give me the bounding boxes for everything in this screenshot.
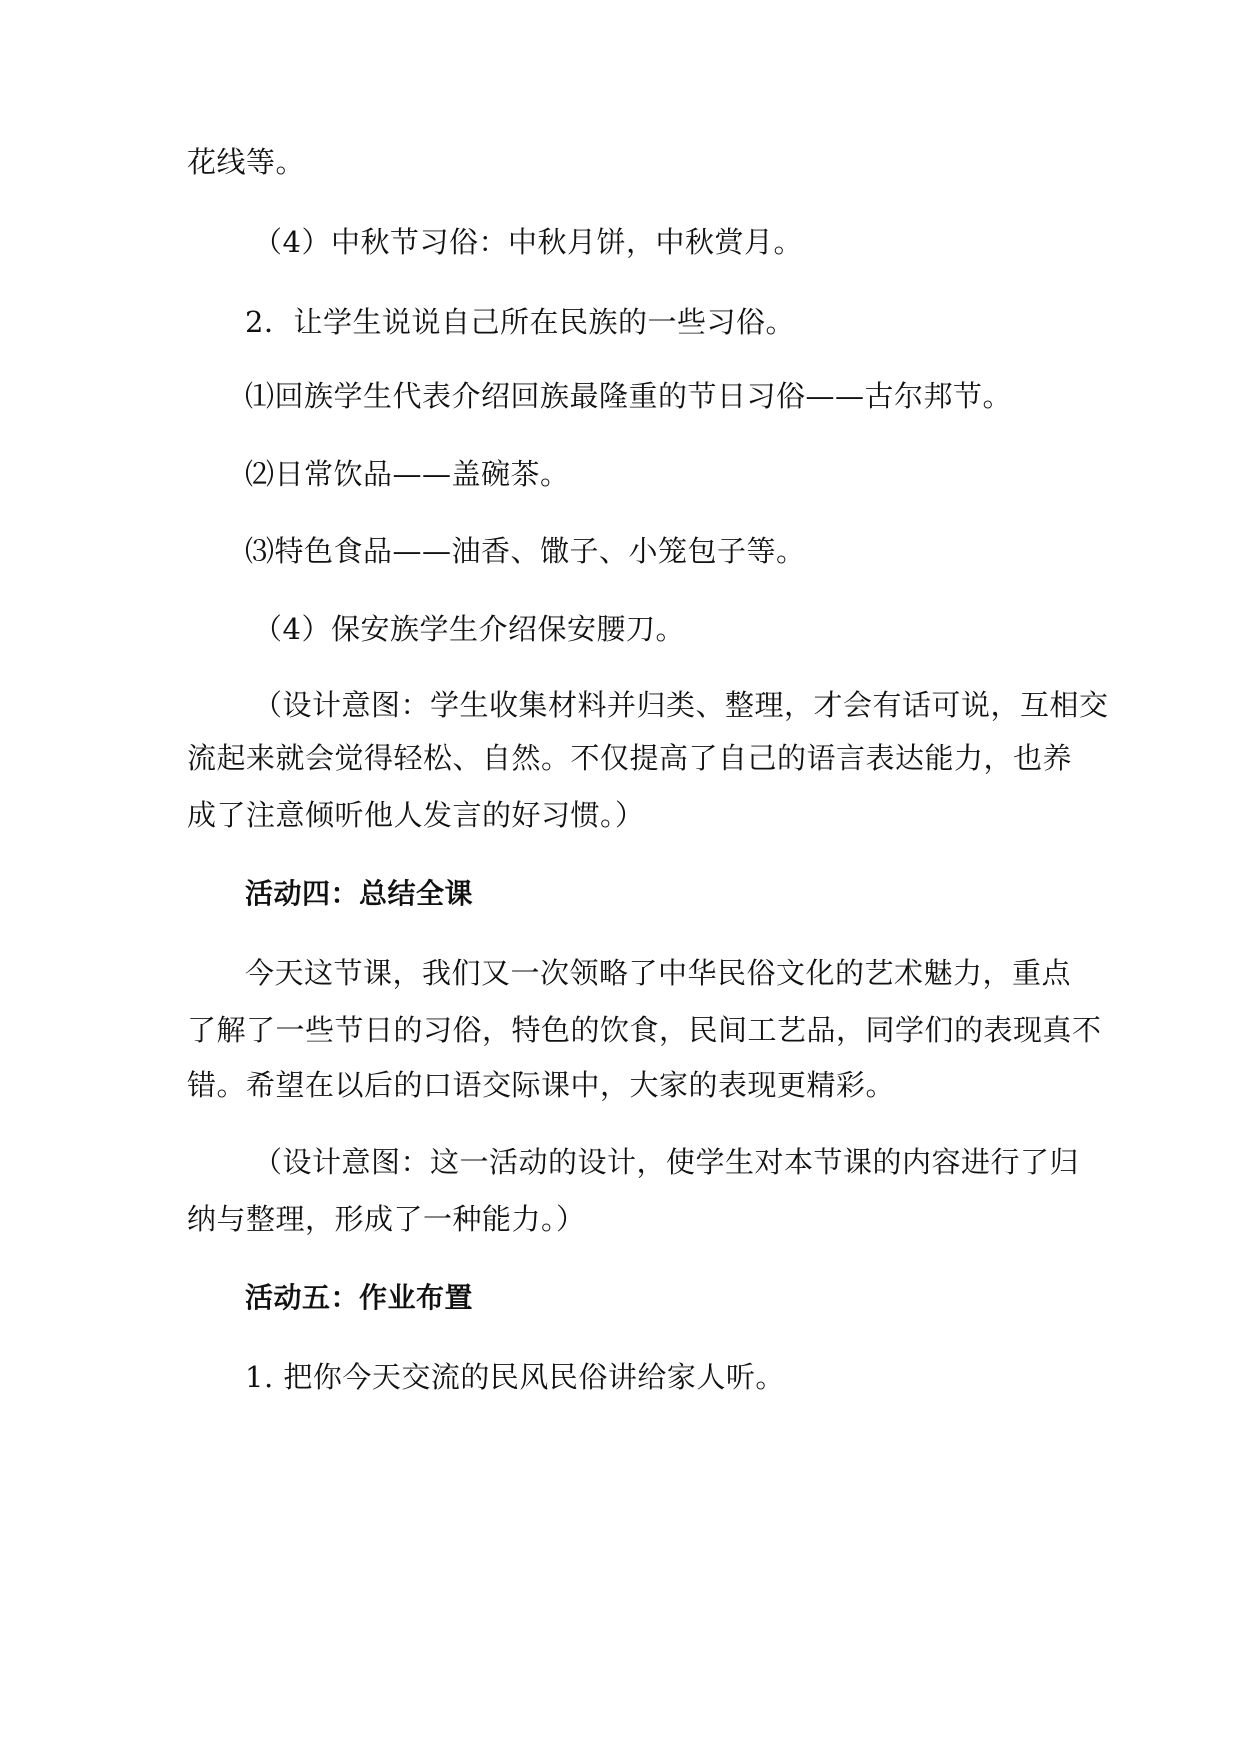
paragraph-line: 纳与整理，形成了一种能力。） — [187, 1202, 586, 1236]
paragraph-line: 错。希望在以后的口语交际课中，大家的表现更精彩。 — [187, 1068, 896, 1102]
paragraph-line: 了解了一些节日的习俗，特色的饮食，民间工艺品，同学们的表现真不 — [187, 1013, 1102, 1047]
paragraph-line: 2．让学生说说自己所在民族的一些习俗。 — [245, 305, 795, 339]
paragraph-line: （设计意图：这一活动的设计，使学生对本节课的内容进行了归 — [253, 1145, 1080, 1179]
paragraph-line: 流起来就会觉得轻松、自然。不仅提高了自己的语言表达能力，也养 — [187, 741, 1073, 775]
paragraph-line: （4）中秋节习俗：中秋月饼，中秋赏月。 — [253, 225, 803, 259]
paragraph-line: 今天这节课，我们又一次领略了中华民俗文化的艺术魅力，重点 — [245, 956, 1072, 990]
section-heading: 活动四：总结全课 — [245, 877, 474, 910]
paragraph-line: （4）保安族学生介绍保安腰刀。 — [253, 612, 685, 646]
paragraph-line: ⑶特色食品——油香、馓子、小笼包子等。 — [245, 534, 806, 568]
paragraph-line: 花线等。 — [187, 145, 306, 179]
paragraph-line: 成了注意倾听他人发言的好习惯。） — [187, 798, 645, 832]
paragraph-line: 1. 把你今天交流的民风民俗讲给家人听。 — [245, 1360, 785, 1394]
paragraph-line: ⑵日常饮品——盖碗茶。 — [245, 457, 570, 491]
paragraph-line: ⑴回族学生代表介绍回族最隆重的节日习俗——古尔邦节。 — [245, 379, 1013, 413]
paragraph-line: （设计意图：学生收集材料并归类、整理，才会有话可说，互相交 — [253, 688, 1109, 722]
section-heading: 活动五：作业布置 — [245, 1281, 474, 1314]
